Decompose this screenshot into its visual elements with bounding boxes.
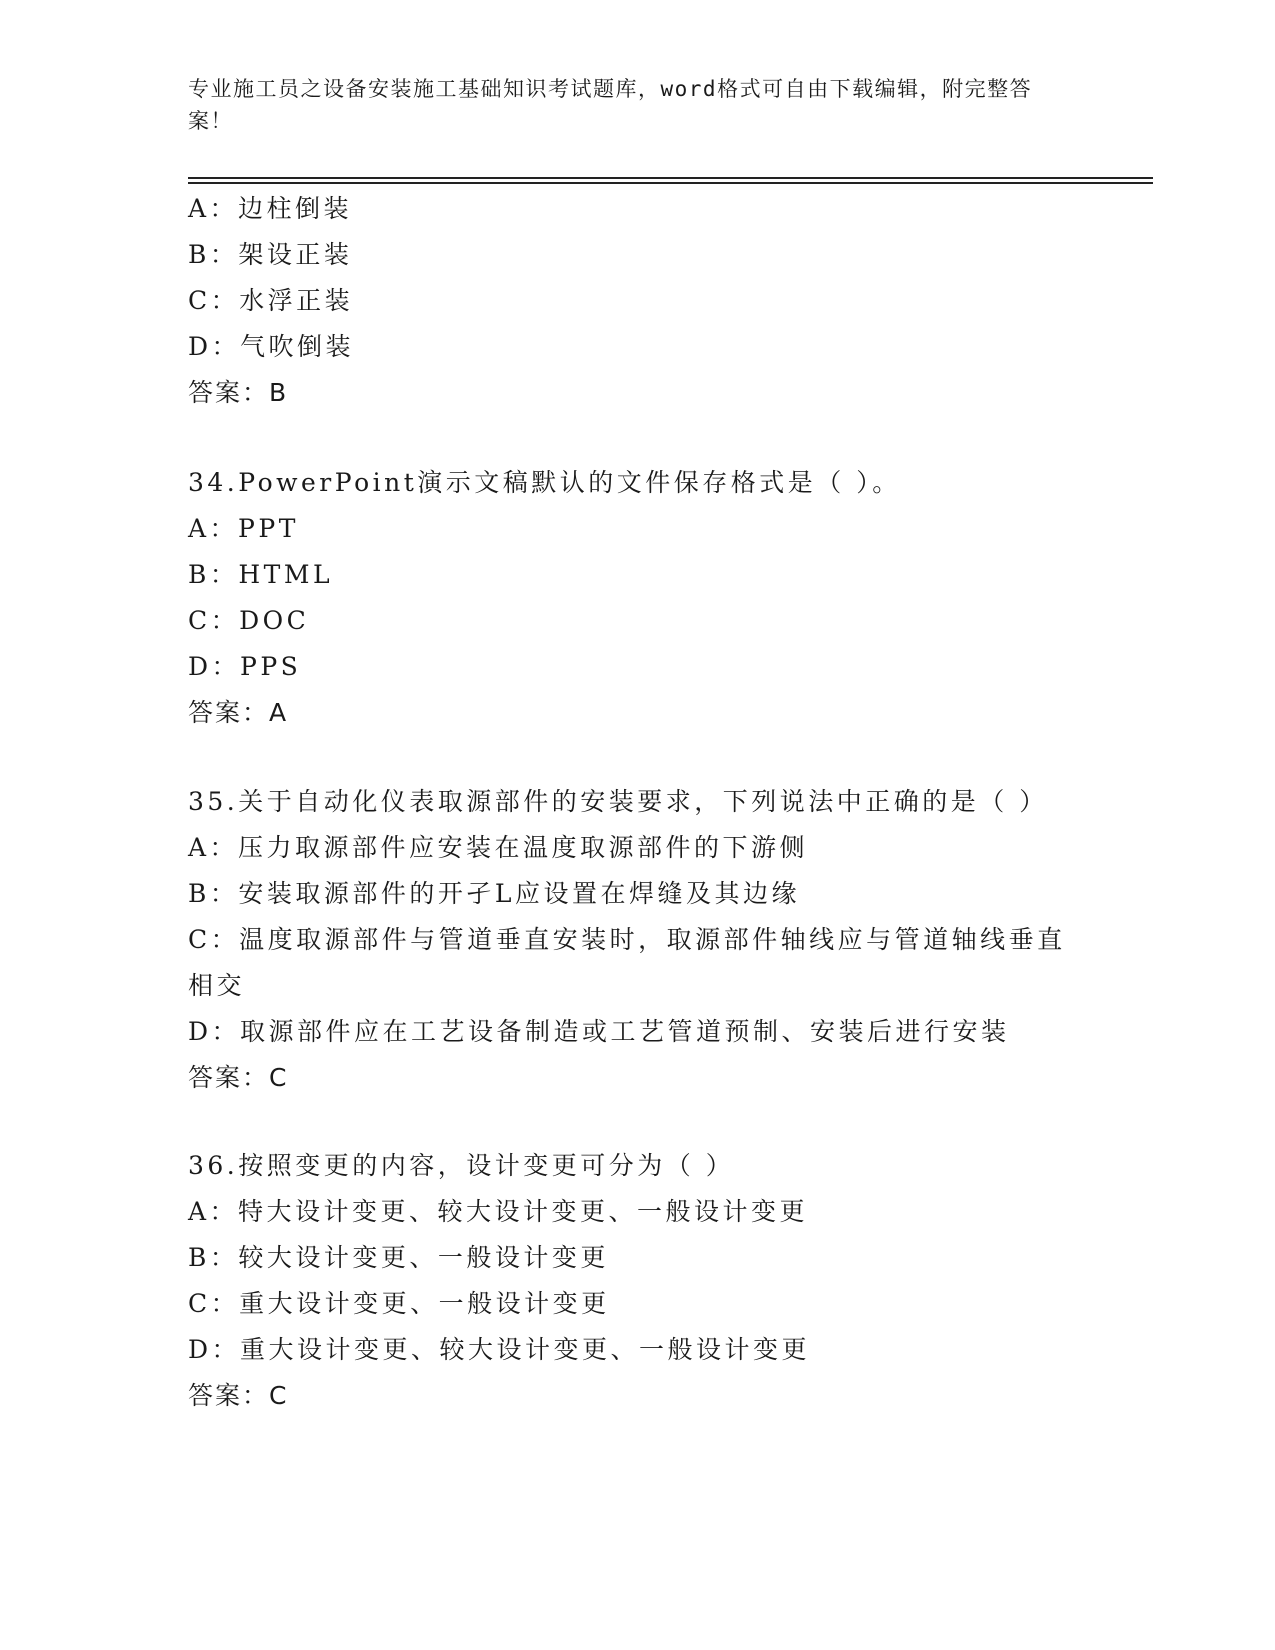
- question-36-block: [188, 1143, 1088, 1419]
- header-divider-bottom: [188, 182, 1153, 184]
- q35-option-b: B：安装取源部件的开孑L应设置在焊缝及其边缘: [188, 879, 800, 908]
- question-33-block: [188, 186, 1088, 416]
- q34-answer: 答案：A: [188, 698, 289, 727]
- q33-option-c: C：水浮正装: [188, 286, 354, 315]
- q36-option-b: B：较大设计变更、一般设计变更: [188, 1243, 609, 1272]
- q35-option-c: C：温度取源部件与管道垂直安装时，取源部件轴线应与管道轴线垂直相交: [188, 925, 1066, 1000]
- question-34-block: [188, 460, 1088, 736]
- q36-option-d: D：重大设计变更、较大设计变更、一般设计变更: [188, 1335, 811, 1364]
- q33-option-a: A：边柱倒装: [188, 194, 353, 223]
- q34-option-d: D：PPS: [188, 652, 302, 681]
- q36-answer: 答案：C: [188, 1381, 289, 1410]
- q34-question: 34.PowerPoint演示文稿默认的文件保存格式是（ ）。: [188, 468, 901, 497]
- q35-option-d: D：取源部件应在工艺设备制造或工艺管道预制、安装后进行安装: [188, 1017, 1010, 1046]
- q36-question: 36.按照变更的内容，设计变更可分为（ ）: [188, 1151, 735, 1180]
- q33-option-b: B：架设正装: [188, 240, 353, 269]
- q34-option-a: A：PPT: [188, 514, 299, 543]
- q35-answer: 答案：C: [188, 1063, 289, 1092]
- q34-option-c: C：DOC: [188, 606, 310, 635]
- q33-answer: 答案：B: [188, 378, 289, 407]
- q35-question: 35.关于自动化仪表取源部件的安装要求，下列说法中正确的是（ ）: [188, 787, 1048, 816]
- q36-option-a: A：特大设计变更、较大设计变更、一般设计变更: [188, 1197, 809, 1226]
- q34-option-b: B：HTML: [188, 560, 334, 589]
- header-divider-top: [188, 177, 1153, 179]
- document-header: 专业施工员之设备安装施工基础知识考试题库，word格式可自由下载编辑，附完整答案！: [188, 77, 1033, 133]
- question-35-block: [188, 779, 1088, 1101]
- q36-option-c: C：重大设计变更、一般设计变更: [188, 1289, 610, 1318]
- q33-option-d: D：气吹倒装: [188, 332, 355, 361]
- q35-option-a: A：压力取源部件应安装在温度取源部件的下游侧: [188, 833, 809, 862]
